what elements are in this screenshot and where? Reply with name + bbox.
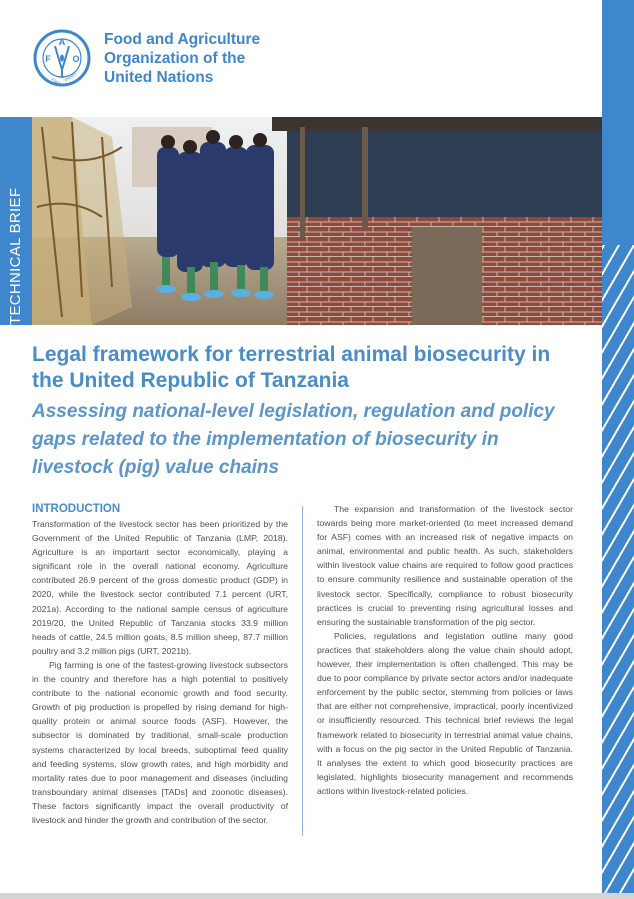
section-heading-introduction: INTRODUCTION (32, 503, 121, 515)
organization-name (104, 30, 260, 87)
document-subtitle: Assessing national-level legislation, regulation and policy gaps related to the implementation of biosecurity in livestock (pig) value chains (32, 401, 555, 478)
technical-brief-label: TECHNICAL BRIEF (7, 187, 24, 325)
cover-photo (32, 117, 602, 325)
diagonal-stripes-pattern (602, 245, 634, 893)
org-name-line: Food and Agriculture (104, 30, 261, 48)
body-paragraph: Policies, regulations and legislation outline many good practices that stakeholders along the value chain should adopt, however, their implementation is often challenged. This may be due to poor compliance by private sector actors and/or inadequate enforcement by the public sector, stemming from policies or laws that are either not comprehensive, impractical, poorly incentivized or insufficiently resourced. This technical brief reviews the legal framework related to biosecurity in terrestrial animal value chains, with a focus on the pig sector in the United Republic of Tanzania. It analyses the extent to which good biosecurity practices are legislated, highlights biosecurity management and recommends actions within livestock-related policies. (317, 630, 573, 796)
introduction-column-right (317, 502, 573, 798)
body-paragraph: The expansion and transformation of the livestock sector towards being more market-oriented (to meet increased demand for ASF) comes with an increased risk of negative impacts on animal, environmental and public health. As such, stakeholders within livestock value chains are required to follow good practices to ensure community resilience and sustainable operation of the livestock sector. Specifically, compliance to robust biosecurity practices is crucial to preventing rising agricultural losses and ensuring the sustainable transformation of the pig sector. (317, 504, 573, 627)
org-name-line: Organization of the (104, 49, 246, 67)
brand-side-strip (602, 0, 634, 893)
document-title: Legal framework for terrestrial animal biosecurity in the United Republic of Tanzania (32, 343, 551, 392)
photo-icon (32, 117, 602, 325)
org-name-line: United Nations (104, 68, 214, 86)
introduction-column-left (32, 502, 288, 827)
svg-text:PANIS: PANIS (63, 71, 78, 83)
svg-text:FIAT: FIAT (50, 76, 62, 87)
column-divider (302, 506, 303, 836)
svg-text:F: F (45, 54, 51, 64)
body-paragraph: Pig farming is one of the fastest-growing livestock subsectors in the country and therefore has a high potential to positively contribute to the national economic growth and food security. Growth of pig production is propelled by rising demand for high-quality protein or animal source foods (ASF). However, the subsector is dominated by traditional, small-scale production systems characterized by local breeds, suboptimal feed quality and feeding systems, slow growth rates, and high morbidity and mortality rates due to poor management and diseases (including transboundary animal diseases [TADs] and zoonotic diseases). These factors significantly impact the overall productivity of livestock and hinder the growth and contribution of the sector. (32, 659, 288, 825)
fao-emblem-icon (32, 28, 92, 88)
technical-brief-tab (0, 117, 32, 325)
fao-logo-block (32, 28, 260, 88)
body-paragraph: Transformation of the livestock sector has been prioritized by the Government of the United Republic of Tanzania (LMP, 2018). Agriculture is an important sector economically, playing a significant role in the overall national economy. Agriculture contributed 26.9 percent of the gross domestic product (GDP) in 2020, while the livestock sector contributed 7.1 percent (URT, 2021a). According to the national sample census of agriculture 2019/20, the United Republic of Tanzania stocks 33.9 million heads of cattle, 24.5 million goats, 8.5 million sheep, 87.7 million poultry and 3.2 million pigs (URT, 2021b). (32, 519, 288, 656)
svg-text:A: A (58, 37, 66, 47)
svg-text:O: O (72, 54, 80, 64)
